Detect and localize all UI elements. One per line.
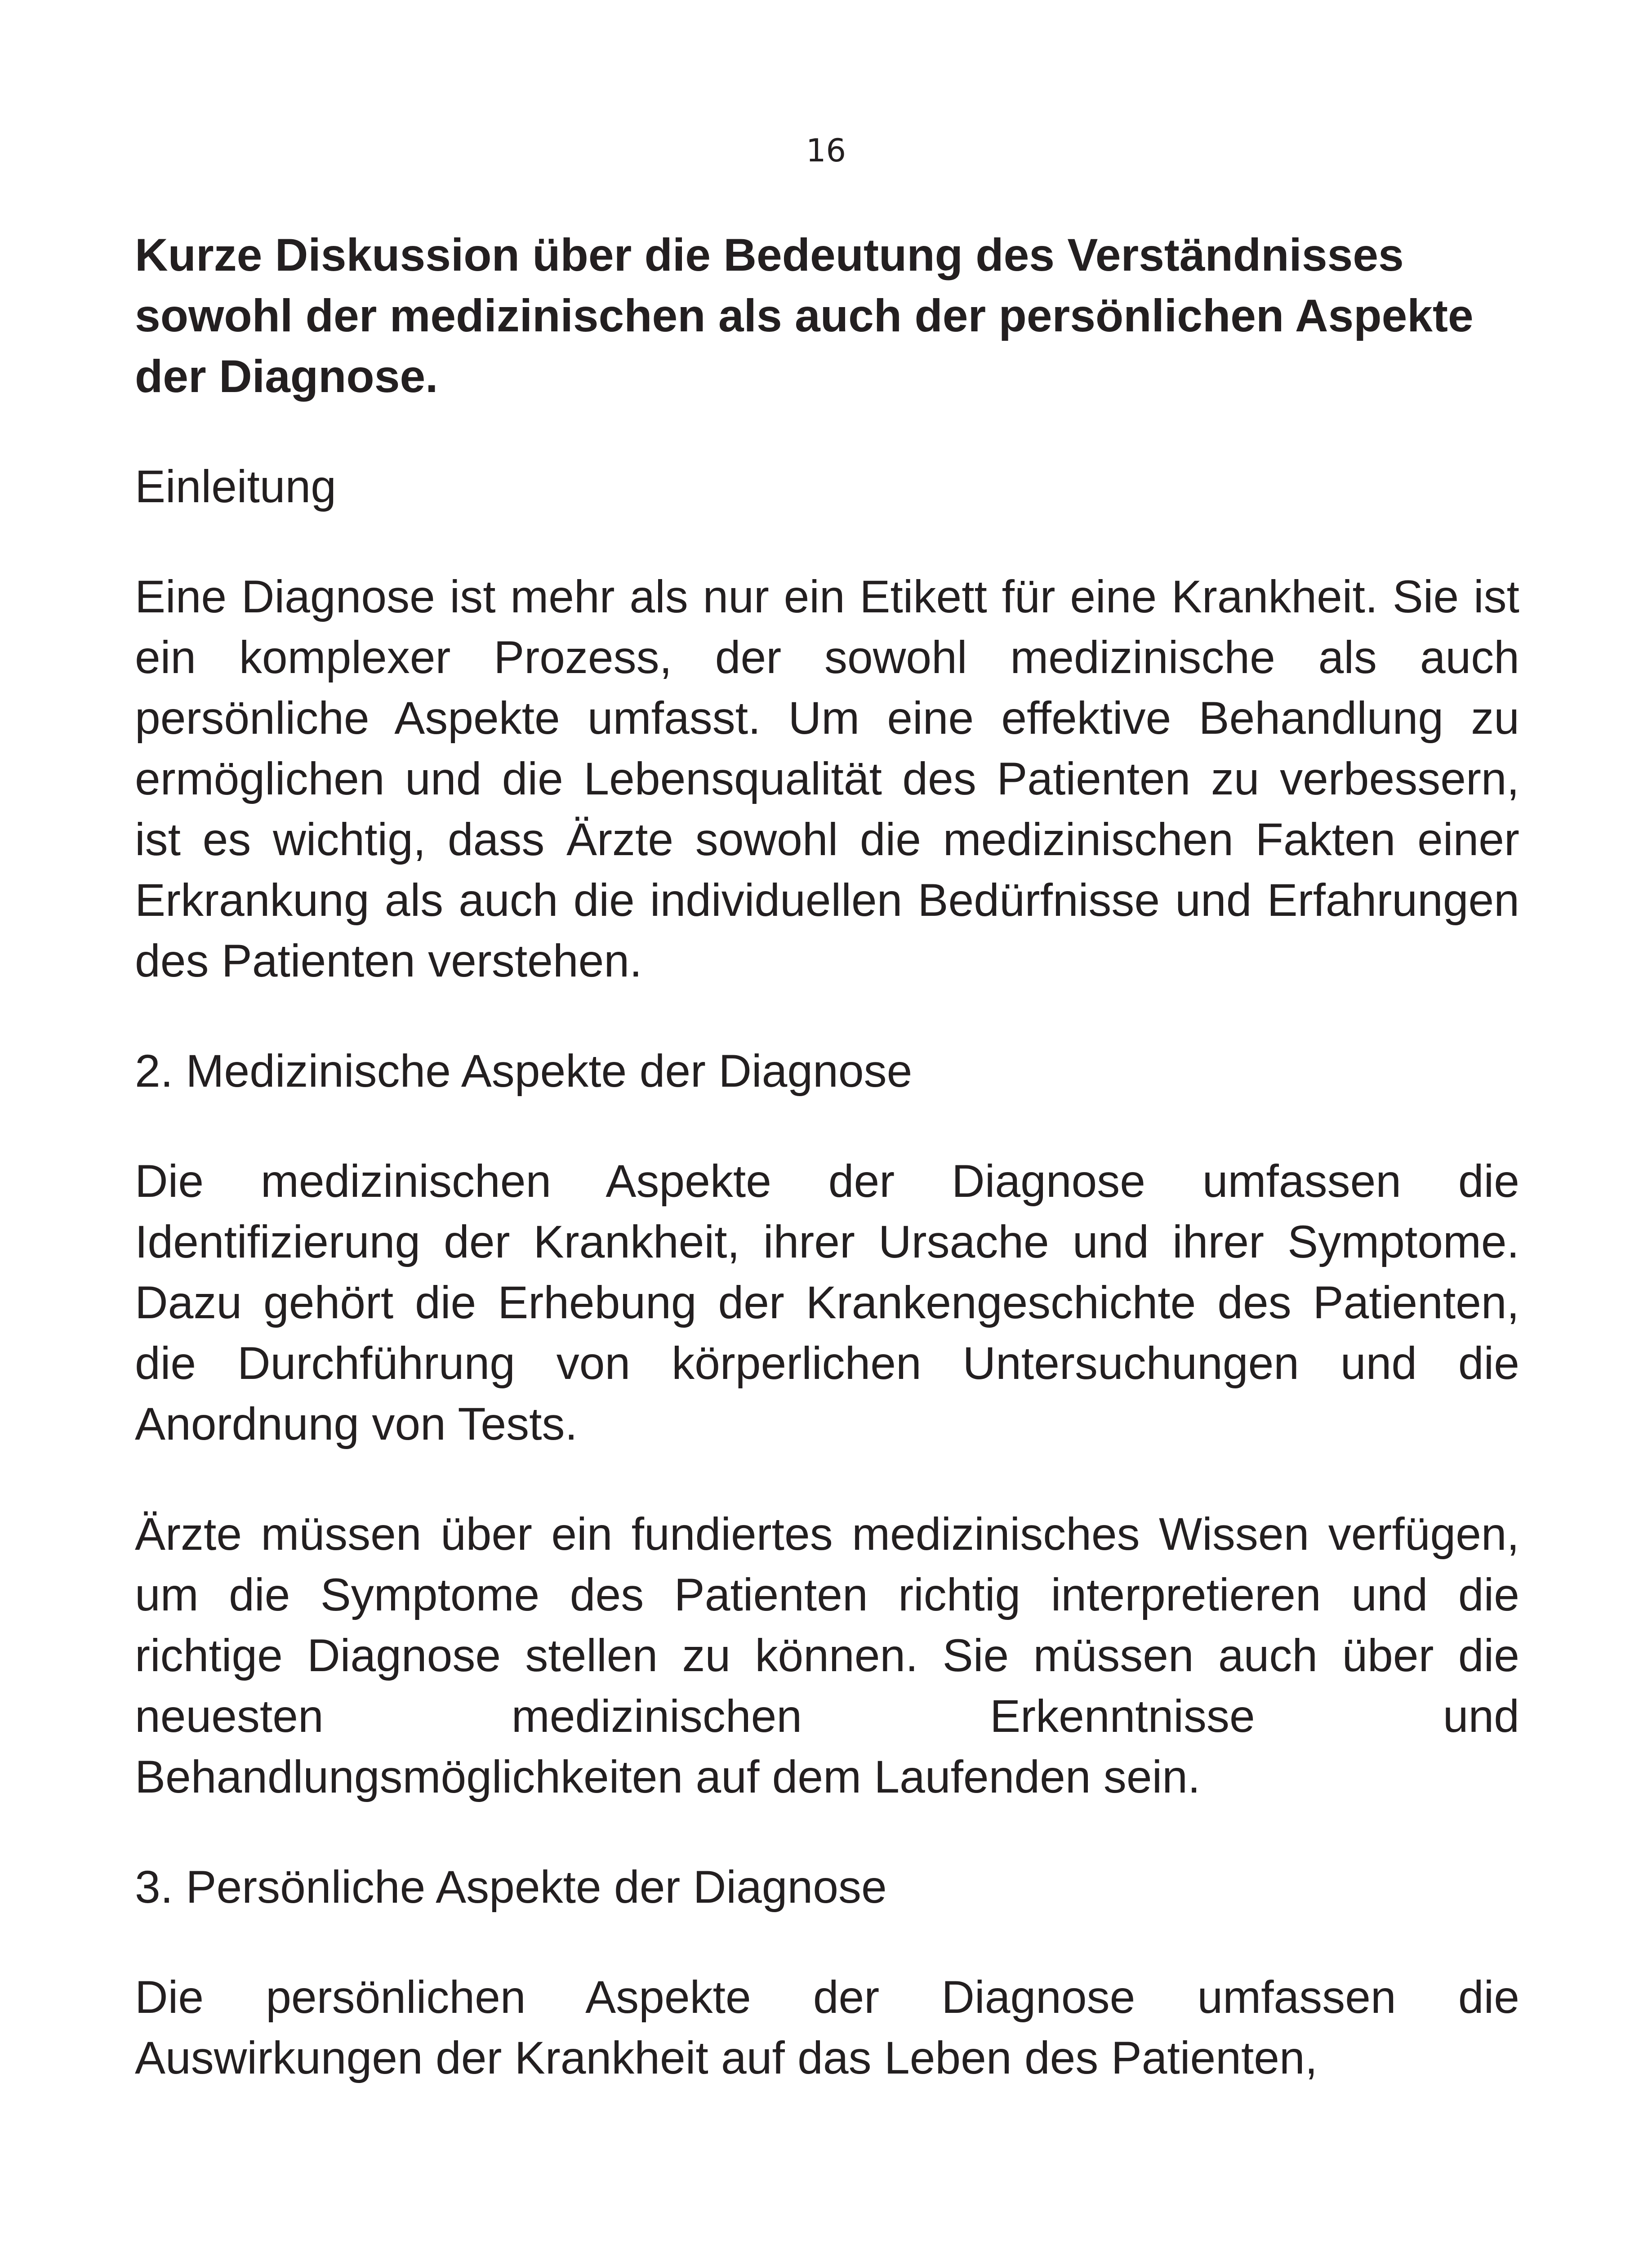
paragraph-personal-aspects-1: Die persönlichen Aspekte der Diagnose umfassen die Auswirkungen der Krankheit auf das Leben des Patienten, — [135, 1971, 1519, 2083]
page-number: 16 — [806, 132, 846, 169]
paragraph-medical-aspects-1: Die medizinischen Aspekte der Diagnose umfassen die Identifizierung der Krankheit, ihrer Ursache und ihrer Symptome. Dazu gehört die Erhebung der Krankengeschichte des Patienten, die Durchführung von körperlichen Untersuchungen und die Anordnung von Tests. — [135, 1155, 1519, 1450]
paragraph-medical-aspects-2: Ärzte müssen über ein fundiertes medizinisches Wissen verfügen, um die Symptome des Patienten richtig interpretieren und die richtige Diagnose stellen zu können. Sie müssen auch über die neuesten medizinischen Erkenntnisse und Behandlungsmöglichkeiten auf dem Laufenden sein. — [135, 1508, 1519, 1802]
paragraph-introduction: Eine Diagnose ist mehr als nur ein Etikett für eine Krankheit. Sie ist ein komplexer Prozess, der sowohl medizinische als auch persönliche Aspekte umfasst. Um eine effektive Behandlung zu ermöglichen und die Lebensqualität des Patienten zu verbessern, ist es wichtig, dass Ärzte sowohl die medizinischen Fakten einer Erkrankung als auch die individuellen Bedürfnisse und Erfahrungen des Patienten verstehen. — [135, 571, 1519, 986]
section-heading-introduction: Einleitung — [135, 461, 336, 512]
section-heading-medical-aspects: 2. Medizinische Aspekte der Diagnose — [135, 1045, 913, 1097]
section-heading-personal-aspects: 3. Persönliche Aspekte der Diagnose — [135, 1861, 887, 1913]
document-title: Kurze Diskussion über die Bedeutung des Verständnisses sowohl der medizinischen als auch der persönlichen Aspekte der Diagnose. — [135, 229, 1474, 402]
page-content — [135, 225, 1519, 2088]
